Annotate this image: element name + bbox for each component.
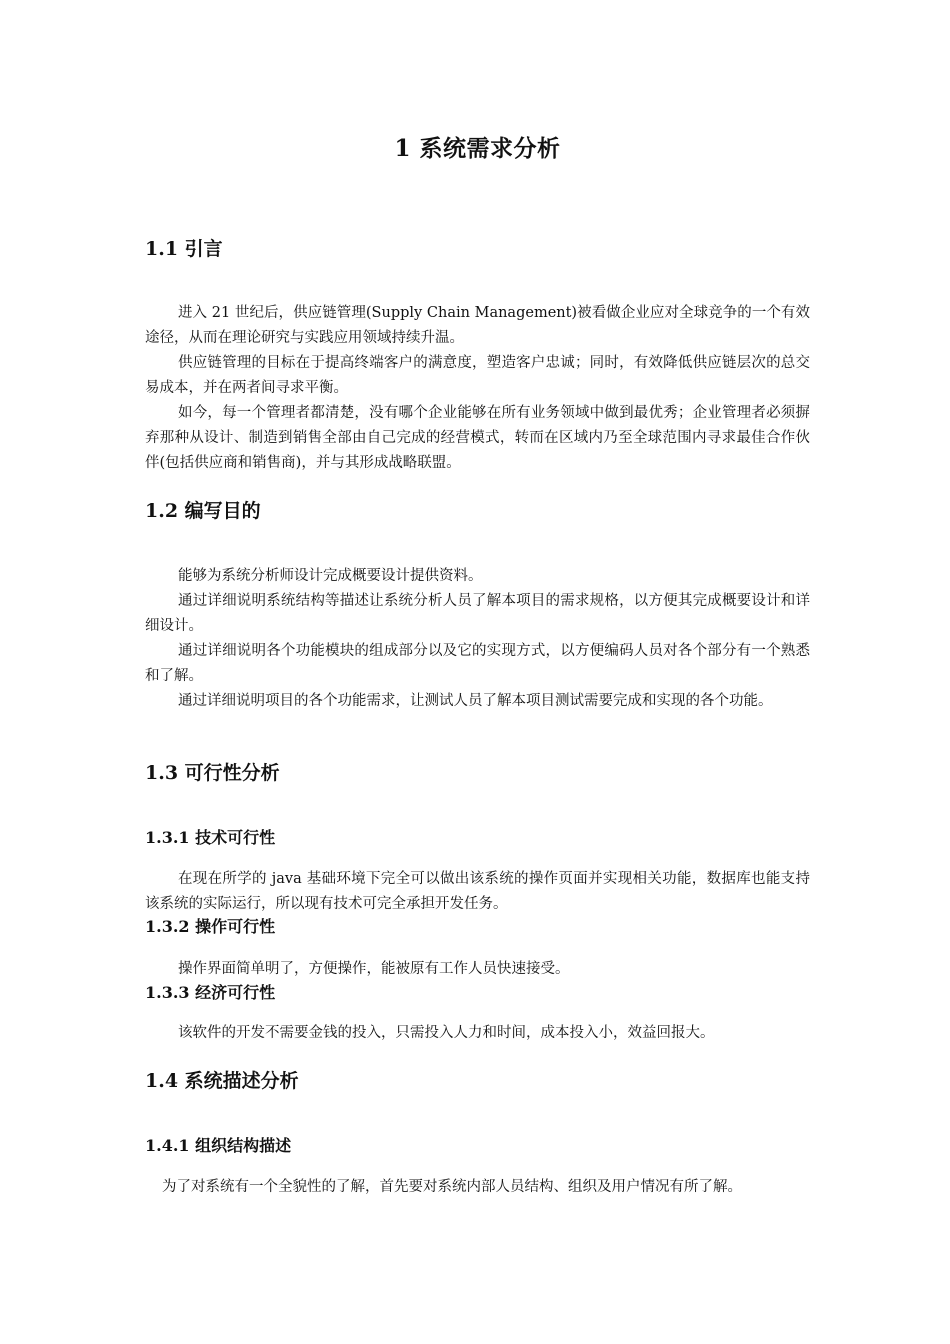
chapter-title: 1 系统需求分析 xyxy=(394,135,561,162)
paragraph: 通过详细说明各个功能模块的组成部分以及它的实现方式，以方便编码人员对各个部分有一个熟悉和了解。 xyxy=(145,643,810,684)
paragraph: 供应链管理的目标在于提高终端客户的满意度，塑造客户忠诚；同时，有效降低供应链层次的总交易成本，并在两者间寻求平衡。 xyxy=(145,355,810,396)
paragraph: 通过详细说明系统结构等描述让系统分析人员了解本项目的需求规格，以方便其完成概要设计和详细设计。 xyxy=(145,593,810,634)
paragraph: 操作界面简单明了，方便操作，能被原有工作人员快速接受。 xyxy=(178,961,570,977)
paragraph: 在现在所学的 java 基础环境下完全可以做出该系统的操作页面并实现相关功能，数据库也能支持该系统的实际运行，所以现有技术可完全承担开发任务。 xyxy=(145,871,810,912)
subsection-heading-technical: 1.3.1 技术可行性 xyxy=(145,828,276,847)
paragraph: 该软件的开发不需要金钱的投入，只需投入人力和时间，成本投入小，效益回报大。 xyxy=(178,1025,715,1041)
subsection-heading-economic: 1.3.3 经济可行性 xyxy=(145,983,276,1002)
section-heading-purpose: 1.2 编写目的 xyxy=(145,500,261,522)
paragraph: 能够为系统分析师设计完成概要设计提供资料。 xyxy=(178,568,483,584)
paragraph: 通过详细说明项目的各个功能需求，让测试人员了解本项目测试需要完成和实现的各个功能。 xyxy=(178,693,773,709)
paragraph: 为了对系统有一个全貌性的了解，首先要对系统内部人员结构、组织及用户情况有所了解。 xyxy=(162,1179,742,1195)
section-heading-introduction: 1.1 引言 xyxy=(145,238,223,260)
subsection-heading-organization: 1.4.1 组织结构描述 xyxy=(145,1136,292,1155)
subsection-heading-operational: 1.3.2 操作可行性 xyxy=(145,917,276,936)
section-heading-feasibility: 1.3 可行性分析 xyxy=(145,762,280,784)
section-heading-system-description: 1.4 系统描述分析 xyxy=(145,1070,299,1092)
paragraph: 进入 21 世纪后，供应链管理(Supply Chain Management)被看做企业应对全球竞争的一个有效途径，从而在理论研究与实践应用领域持续升温。 xyxy=(145,305,810,346)
paragraph: 如今，每一个管理者都清楚，没有哪个企业能够在所有业务领域中做到最优秀；企业管理者必须摒弃那种从设计、制造到销售全部由自己完成的经营模式，转而在区域内乃至全球范围内寻求最佳合作伙伴(包括供应商和销售商)，并与其形成战略联盟。 xyxy=(145,405,810,471)
